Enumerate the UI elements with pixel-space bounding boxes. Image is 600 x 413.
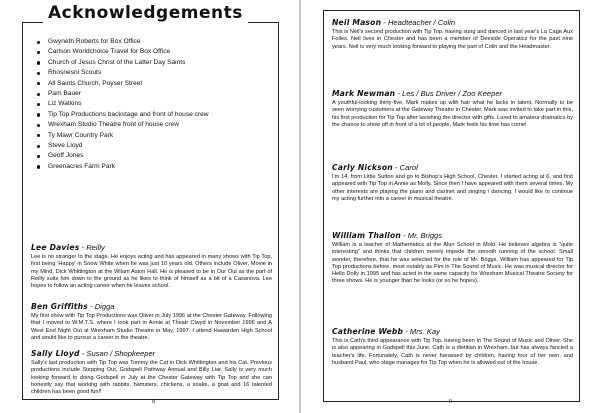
- acknowledgements-list: [37, 37, 272, 172]
- cast-header: [332, 327, 573, 336]
- cast-header: [332, 89, 573, 98]
- list-item: Steve Lloyd: [37, 141, 272, 151]
- bullet-icon: [37, 124, 40, 127]
- cast-entry: [31, 243, 272, 290]
- list-item: Tip Top Productions backstage and front of house crew: [37, 110, 272, 120]
- bullet-icon: [37, 113, 40, 116]
- cast-header: [332, 163, 573, 172]
- bullet-icon: [37, 82, 40, 85]
- acknowledgements-title: Acknowledgements: [43, 3, 248, 23]
- list-item: Pam Bauer: [37, 89, 272, 99]
- cast-role: Carol: [399, 163, 418, 172]
- cast-bio: Lee is no stranger to the stage. He enjoys acting and has appeared in many shows with Tip Top, first being 'Happy' in Snow White when he was just 10 years old. Others include Oliver, Movie in my Mind, Dick Whittington at the Wilam Aston Hall. He is pleased to be in Our Out as the part of Reilly suits him down to the ground as he likes to think of himself as a bit of a Casanova. Lee hopes to follow an acting career when he leaves school.: [31, 254, 272, 290]
- cast-header: [31, 349, 272, 358]
- list-item: Rhosnesni Scouts: [37, 68, 272, 78]
- cast-name: Neil Mason: [332, 18, 382, 27]
- cast-name: Catherine Webb: [332, 327, 404, 336]
- cast-separator: -: [403, 327, 410, 336]
- cast-role: Reilly: [86, 243, 105, 252]
- cast-entry: [332, 18, 573, 51]
- cast-entry: [31, 349, 272, 396]
- cast-bio: This is Neil's second production with Tip Top, having sung and danced in last year's La Cage Aux Folles. Neil lives in Chester and has been a member of Deeside Operatics for the past nine years. Neil is very much looking forward to playing the part of Colin and the Headmaster.: [332, 29, 573, 50]
- cast-role: Les / Bus Driver / Zoo Keeper: [402, 89, 503, 98]
- cast-role: Mrs. Kay: [409, 327, 440, 336]
- cast-name: Lee Davies: [31, 243, 80, 252]
- cast-separator: -: [392, 163, 400, 172]
- cast-separator: -: [401, 231, 408, 240]
- cast-box: [22, 237, 279, 400]
- bullet-icon: [37, 134, 40, 137]
- list-item: Carlson Worldchoice Travel for Box Office: [37, 47, 272, 57]
- list-item: Wrexham Studio Theatre front of house crew: [37, 120, 272, 130]
- list-item: All Saints Church, Poyser Street: [37, 79, 272, 89]
- acknowledgements-box: [22, 22, 279, 242]
- cast-name: Mark Newman: [332, 89, 396, 98]
- cast-header: [332, 231, 573, 240]
- bullet-icon: [37, 72, 40, 75]
- cast-role: Mr. Briggs: [407, 231, 443, 240]
- cast-box: [323, 10, 580, 402]
- cast-bio: My first show with Tip Top Productions was Oliver in July 1996 at the Chester Gateway. Following that I moved to W.M.T.S. where I took part in Annie at Theatr Clwyd in November 1996 and A West End Night Out at Wrexham Studio Theatre in May, 1997. I attend Hawarden High School and would like to pursue a career in the theatre.: [31, 313, 272, 341]
- cast-name: Carly Nickson: [332, 163, 393, 172]
- bullet-icon: [37, 145, 40, 148]
- bullet-icon: [37, 41, 40, 44]
- cast-separator: -: [87, 302, 95, 311]
- cast-header: [31, 302, 272, 311]
- list-item: Geoff Jones: [37, 151, 272, 161]
- list-item: Liz Watkins: [37, 99, 272, 109]
- cast-bio: This is Cath's third appearance with Tip Top, having been in The Sound of Music and Oliver. She is also appearing in Godspell this June. Cath is a dietitian in Wrexham, but has always fancied a teacher's life. Fortunately, Cath is never harassed by children, having four of her own, and husband Paul, who stage manages for Tip Top when he is allowed out of the house.: [332, 338, 573, 366]
- page-number: 8: [152, 399, 155, 405]
- bullet-icon: [37, 165, 40, 168]
- list-item: Greenacres Farm Park: [37, 162, 272, 172]
- list-item: Church of Jesus Christ of the Latter Day Saints: [37, 58, 272, 68]
- cast-role: Digga: [94, 302, 115, 311]
- cast-header: [332, 18, 573, 27]
- cast-bio: I'm 14, from Little Sutton and go to Bishop's High School, Chester. I started acting at 6, and first appeared with Tip Top in Annie as Molly. Since then I have appeared with them several times. My other interests are playing the piano and clarinet and singing / dancing. I would like to continue my acting further into a career in musical theatre.: [332, 174, 573, 202]
- bullet-icon: [37, 93, 40, 96]
- cast-entry: [332, 231, 573, 286]
- cast-bio: A youthful-looking thirty-five, Mark makes up with hair what he lacks in talent. Normally to be seen worrying customers at the Gateway Theatre in Chester, Mark was invited to take part in this, his first production for Tip Top after lavishing the director with gifts. Lured to amateur dramatics by the chance to show off in front of a lot of people, Mark feels his time has come!: [332, 100, 573, 128]
- bullet-icon: [37, 155, 40, 158]
- cast-separator: -: [395, 89, 403, 98]
- cast-entry: [31, 302, 272, 342]
- cast-separator: -: [79, 243, 87, 252]
- cast-entry: [332, 327, 573, 367]
- list-item: Ty Mawr Country Park: [37, 131, 272, 141]
- bullet-icon: [37, 51, 40, 54]
- cast-entry: [332, 163, 573, 203]
- bullet-icon: [37, 61, 40, 64]
- cast-name: Sally Lloyd: [31, 349, 80, 358]
- cast-separator: -: [381, 18, 388, 27]
- page-number: 9: [449, 399, 452, 405]
- cast-name: William Thallon: [332, 231, 402, 240]
- cast-entry: [332, 89, 573, 129]
- cast-bio: Sally's last production with Tip Top was Tommy the Cat in Dick Whittington and his Cat. Previous productions include Stepping Out, Godspell Pathway Annual and Billy Liar. Sally is very much looking forward to doing Godspell in July at the Chester Gateway with Tip Top and she can honestly say that working with rabbits, hamsters, chickens, a snake, a goat and 16 talented children has been good fun!!: [31, 360, 272, 396]
- bullet-icon: [37, 103, 40, 106]
- cast-role: Headteacher / Colin: [387, 18, 456, 27]
- list-item: Gwyneth Roberts for Box Office: [37, 37, 272, 47]
- cast-role: Susan / Shopkeeper: [86, 349, 156, 358]
- right-page: [301, 0, 600, 413]
- cast-header: [31, 243, 272, 252]
- cast-bio: William is a teacher of Mathematics at the Alun School in Mold. He believes algebra is "quite interesting" and thinks that children merely impede the smooth running of the school. Small wonder, therefore, that he was selected for the role of Mr. Briggs. William has appeared for Tip Top productions before, most notably as Pim in The Sound of Music. He was musical director for Hello Dolly in 1995 and has acted in the same capacity for Wrexham Musical Theatre Society for three shows. He is younger than he looks (or so he hopes).: [332, 242, 573, 285]
- cast-separator: -: [79, 349, 87, 358]
- cast-name: Ben Griffiths: [31, 302, 88, 311]
